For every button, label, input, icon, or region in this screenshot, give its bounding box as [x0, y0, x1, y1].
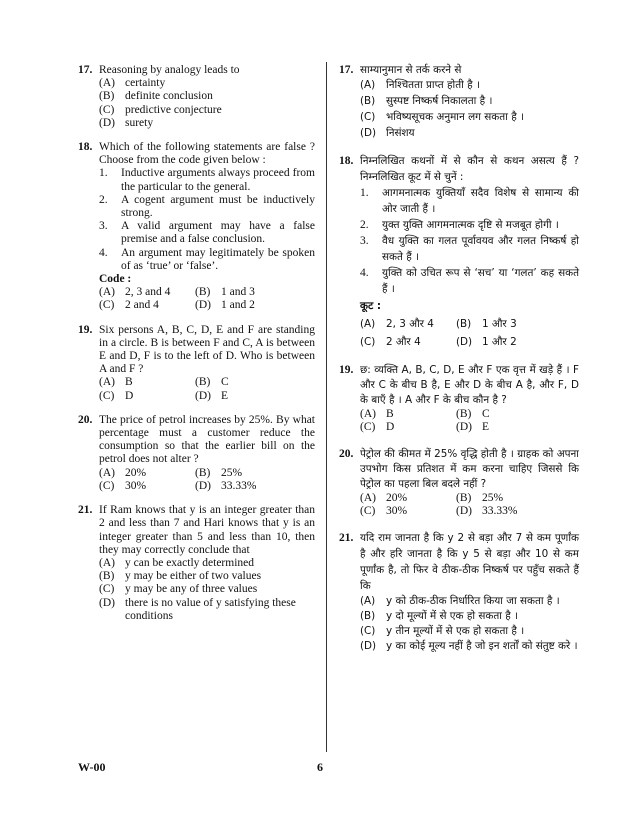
option-text: certainty	[125, 77, 166, 90]
option-label: (B)	[360, 610, 376, 623]
question-text: The price of petrol increases by 25%. By what percentage must a customer reduce the consumption so that the earlier bill on the petrol does not alter ?	[99, 413, 315, 466]
option-c[interactable]	[99, 583, 315, 596]
statement-text: A valid argument may have a false premise and a false conclusion.	[121, 220, 315, 246]
statement-4	[99, 247, 315, 273]
option-text: y दो मूल्यों में से एक हो सकता है ।	[386, 610, 519, 623]
option-d-text[interactable]: E	[221, 389, 229, 402]
statement-label: 4.	[99, 246, 108, 259]
option-d-label[interactable]: (D)	[456, 336, 473, 349]
option-a-label[interactable]: (A)	[360, 318, 376, 331]
option-c-label[interactable]: (C)	[360, 336, 376, 349]
option-d[interactable]	[360, 125, 579, 141]
option-c-label[interactable]: (C)	[99, 479, 115, 492]
option-c-label[interactable]: (C)	[360, 421, 376, 434]
statement-text: A cogent argument must be inductively strong.	[121, 193, 315, 220]
question-number: 21.	[78, 504, 93, 517]
options	[99, 467, 315, 493]
option-text: definite conclusion	[125, 90, 213, 103]
option-c-label[interactable]: (C)	[360, 504, 376, 517]
hindi-column	[339, 64, 579, 654]
option-a-text[interactable]: B	[125, 376, 133, 389]
option-label: (B)	[360, 95, 376, 108]
statement-label: 2.	[360, 219, 369, 232]
question-19-en	[78, 324, 315, 403]
question-text: Six persons A, B, C, D, E and F are standing in a circle. B is between F and C, A is between E and D, F is to the left of D. Who is between A and F ?	[99, 323, 315, 376]
option-c-text[interactable]: 30%	[125, 479, 147, 492]
options	[360, 408, 579, 434]
option-b-text[interactable]: 25%	[221, 466, 243, 479]
option-label: (B)	[99, 90, 115, 103]
option-b-text[interactable]: 1 and 3	[221, 286, 255, 299]
question-number: 18.	[78, 141, 93, 154]
option-a-label[interactable]: (A)	[99, 466, 115, 479]
code-title: कूट :	[360, 300, 381, 313]
option-d-label[interactable]: (D)	[195, 299, 211, 312]
option-b[interactable]	[99, 90, 315, 103]
option-d-text[interactable]: E	[482, 421, 490, 434]
option-a-text[interactable]: 20%	[125, 466, 147, 479]
option-a-text[interactable]: 20%	[386, 491, 408, 504]
statement-text: युक्त युक्ति आगमनात्मक दृष्टि से मजबूत होगी ।	[382, 219, 559, 232]
option-a-label[interactable]: (A)	[360, 408, 376, 421]
option-d-label[interactable]: (D)	[195, 479, 211, 492]
option-a[interactable]	[99, 557, 315, 570]
option-d-text[interactable]: 1 and 2	[221, 299, 255, 312]
option-b-label[interactable]: (B)	[195, 286, 211, 299]
statement-text: Inductive arguments always proceed from the particular to the general.	[121, 167, 315, 193]
option-a[interactable]	[99, 77, 315, 90]
option-text: surety	[125, 116, 154, 129]
column-divider	[326, 62, 327, 752]
option-d-label[interactable]: (D)	[195, 389, 211, 402]
option-text: निसंशय	[386, 127, 415, 140]
option-b-text[interactable]: C	[221, 376, 229, 389]
statement-1	[99, 167, 315, 193]
question-20-en	[78, 414, 315, 493]
statement-label: 3.	[360, 235, 369, 248]
option-c-label[interactable]: (C)	[99, 389, 115, 402]
option-b-label[interactable]: (B)	[195, 466, 211, 479]
option-b-label[interactable]: (B)	[456, 408, 472, 421]
option-c[interactable]	[360, 109, 579, 125]
question-text: साम्यानुमान से तर्क करने से	[360, 64, 462, 76]
option-a-label[interactable]: (A)	[99, 286, 115, 299]
option-a-text[interactable]: 2, 3 and 4	[125, 286, 171, 299]
statement-3	[360, 233, 579, 265]
option-text: y तीन मूल्यों में से एक हो सकता है ।	[386, 625, 525, 638]
question-number: 20.	[78, 413, 93, 426]
option-label: (D)	[99, 596, 115, 609]
question-number: 18.	[339, 155, 354, 168]
option-d-text[interactable]: 33.33%	[221, 479, 257, 492]
option-c-label[interactable]: (C)	[99, 299, 115, 312]
statement-1	[360, 185, 579, 217]
option-c-text[interactable]: 2 और 4	[386, 336, 421, 349]
page-number: 6	[317, 760, 323, 774]
question-text: पेट्रोल की कीमत में 25% वृद्धि होती है । ग्राहक को अपना उपभोग किस प्रतिशत में कम करना चाहिए जिससे कि पेट्रोल का पहला बिल बदले नहीं ?	[360, 447, 579, 490]
option-text: निश्चितता प्राप्त होती है ।	[386, 79, 480, 92]
question-text: यदि राम जानता है कि y 2 से बड़ा और 7 से कम पूर्णांक है और हरि जानता है कि y 5 से बड़ा और 10 से कम पूर्णांक है, तो फिर वे ठीक-ठीक निष्कर्ष पर पहुँच सकते हैं कि	[360, 532, 579, 593]
option-c-text[interactable]: D	[125, 389, 134, 402]
statement-2	[360, 217, 579, 233]
question-text: If Ram knows that y is an integer greater than 2 and less than 7 and Hari knows that y is an integer greater than 5 and less than 10, then they may correctly conclude that	[99, 504, 315, 556]
option-text: there is no value of y satisfying these conditions	[125, 596, 296, 622]
code-title: Code :	[99, 273, 132, 286]
option-text: y को ठीक-ठीक निर्धारित किया जा सकता है ।	[386, 595, 560, 608]
statement-text: वैध युक्ति का गलत पूर्वावयव और गलत निष्कर्ष हो सकते हैं ।	[382, 235, 579, 264]
option-d-text[interactable]: 33.33%	[482, 504, 518, 517]
option-b-label[interactable]: (B)	[456, 318, 472, 331]
option-label: (B)	[99, 570, 115, 583]
option-label: (A)	[99, 556, 115, 569]
option-c-text[interactable]: 2 and 4	[125, 299, 159, 312]
option-d[interactable]	[99, 117, 315, 130]
statement-label: 3.	[99, 220, 108, 233]
question-text: Reasoning by analogy leads to	[99, 64, 240, 76]
option-b[interactable]	[360, 93, 579, 109]
question-21-hi	[339, 530, 579, 654]
option-text: y can be exactly determined	[125, 556, 254, 569]
option-d-text[interactable]: 1 और 2	[482, 336, 517, 349]
option-b[interactable]	[360, 609, 579, 624]
statement-2	[99, 194, 315, 220]
question-number: 21.	[339, 532, 354, 545]
option-text: predictive conjecture	[125, 103, 222, 116]
question-number: 17.	[339, 64, 354, 76]
option-label: (D)	[360, 127, 377, 140]
question-text: छ: व्यक्ति A, B, C, D, E और F एक वृत्त में खड़े हैं । F और C के बीच B है, E और D के बीच A है, और F, D के बाएँ है । A और F के बीच कौन है ?	[360, 364, 579, 407]
question-21-en	[78, 504, 315, 623]
option-label: (C)	[360, 111, 376, 124]
option-label: (A)	[360, 595, 376, 608]
option-b-text[interactable]: 1 और 3	[482, 318, 517, 331]
option-c[interactable]	[99, 104, 315, 117]
option-a-text[interactable]: 2, 3 और 4	[386, 318, 434, 331]
option-b[interactable]	[99, 570, 315, 583]
question-18-en	[78, 141, 315, 313]
option-c-text[interactable]: 30%	[386, 504, 408, 517]
question-number: 17.	[78, 64, 93, 76]
question-20-hi	[339, 447, 579, 518]
option-a[interactable]	[360, 77, 579, 93]
question-18-hi	[339, 153, 579, 351]
option-a-text[interactable]: B	[386, 408, 394, 421]
option-text: भविष्यसूचक अनुमान लग सकता है ।	[386, 111, 524, 124]
english-column	[78, 64, 315, 623]
statement-4	[360, 265, 579, 297]
option-label: (D)	[99, 116, 115, 129]
option-label: (A)	[99, 77, 115, 90]
statement-text: युक्ति को उचित रूप से ‘सच’ या ‘गलत’ कह सकते हैं ।	[382, 267, 579, 296]
statement-label: 1.	[99, 167, 108, 180]
option-b-text[interactable]: 25%	[482, 491, 504, 504]
question-number: 19.	[78, 323, 93, 336]
question-text: निम्नलिखित कथनों में से कौन से कथन असत्य हैं ? निम्नलिखित कूट में से चुनें :	[360, 155, 579, 184]
statement-text: आगमनात्मक युक्तियाँ सदैव विशेष से सामान्य की ओर जाती हैं ।	[382, 187, 579, 216]
option-d-label[interactable]: (D)	[456, 504, 472, 517]
option-a-label[interactable]: (A)	[99, 376, 115, 389]
option-a-label[interactable]: (A)	[360, 491, 376, 504]
statement-3	[99, 220, 315, 246]
question-text: Which of the following statements are false ? Choose from the code given below :	[99, 141, 315, 167]
option-c[interactable]	[360, 624, 579, 639]
statement-label: 4.	[360, 267, 369, 280]
option-text: सुस्पष्ट निष्कर्ष निकालता है ।	[386, 95, 493, 108]
statement-text: An argument may legitimately be spoken of as ‘true’ or ‘false’.	[121, 246, 315, 272]
code-options	[360, 315, 579, 351]
code-options	[99, 286, 315, 312]
question-number: 20.	[339, 447, 354, 460]
option-d[interactable]	[99, 597, 315, 623]
option-label: (C)	[99, 103, 115, 116]
question-19-hi	[339, 363, 579, 434]
option-b-text[interactable]: C	[482, 408, 490, 421]
option-label: (C)	[99, 583, 115, 596]
option-d[interactable]	[360, 639, 579, 654]
option-c-text[interactable]: D	[386, 421, 395, 434]
option-text: y का कोई मूल्य नहीं है जो इन शर्तों को संतुष्ट करे ।	[386, 640, 578, 653]
question-17-en	[78, 64, 315, 130]
option-b-label[interactable]: (B)	[195, 376, 211, 389]
option-d-label[interactable]: (D)	[456, 421, 472, 434]
option-label: (D)	[360, 640, 377, 653]
question-number: 19.	[339, 364, 354, 377]
options	[99, 376, 315, 402]
question-17-hi	[339, 64, 579, 141]
option-b-label[interactable]: (B)	[456, 491, 472, 504]
options	[360, 492, 579, 518]
option-a[interactable]	[360, 594, 579, 609]
statement-label: 1.	[360, 187, 369, 200]
option-label: (A)	[360, 79, 376, 92]
statement-label: 2.	[99, 193, 108, 206]
option-text: y may be any of three values	[125, 583, 258, 596]
paper-code: W-00	[78, 760, 106, 774]
option-label: (C)	[360, 625, 376, 638]
option-text: y may be either of two values	[125, 570, 262, 583]
